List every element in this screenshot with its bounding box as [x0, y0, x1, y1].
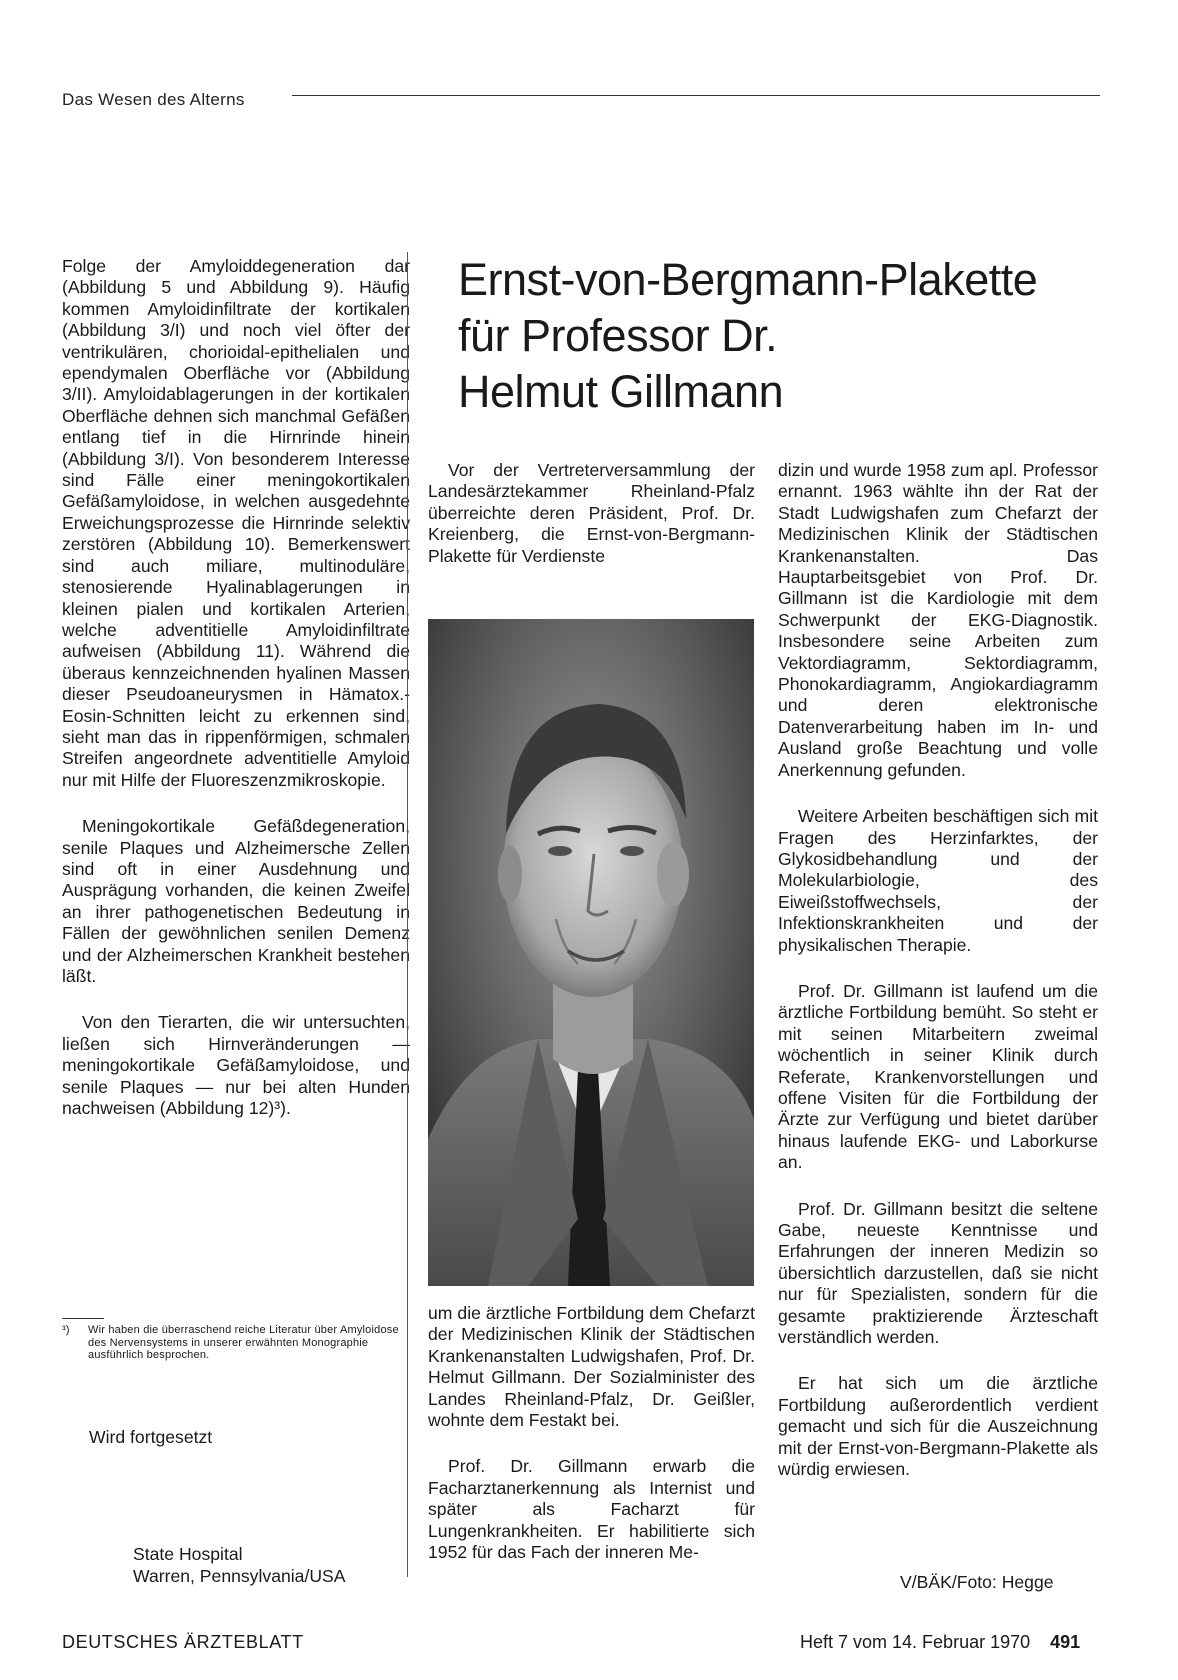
portrait-photo — [428, 619, 754, 1286]
footnote-mark: ³) — [62, 1324, 70, 1336]
right-paragraph-3: Prof. Dr. Gillmann ist laufend um die ärztliche Fortbildung bemüht. So steht er mit seinen Mitarbeitern zweimal wöchentlich in seiner Klinik durch Referate, Krankenvorstellungen und offene Visiten für die Fortbildung der Ärzte zur Verfügung und bietet darüber hinaus laufende EKG- und Laborkurse an. — [778, 980, 1098, 1173]
footnote — [62, 1324, 410, 1362]
right-column — [778, 460, 1098, 1505]
footnote-text: Wir haben die überraschend reiche Literatur über Amyloidose des Nervensystems in unserer erwähnten Monographie ausführlich besprochen. — [88, 1324, 399, 1361]
right-paragraph-2: Weitere Arbeiten beschäftigen sich mit Fragen des Herzinfarktes, der Glykosidbehandlung und der Molekularbiologie, des Eiweißstoffwechsels, der Infektionskrankheiten und der physikalischen Therapie. — [778, 806, 1098, 955]
photo-credit: V/BÄK/Foto: Hegge — [900, 1572, 1054, 1592]
continued-note: Wird fortgesetzt — [89, 1427, 213, 1447]
headline-line-2: für Professor Dr. — [458, 310, 778, 361]
middle-paragraph-1: um die ärztliche Fortbildung dem Chefarzt der Medizinischen Klinik der Städtischen Krankenanstalten Ludwigshafen, Prof. Dr. Helmut Gillmann. Der Sozialminister des Landes Rheinland-Pfalz, Dr. Geißler, wohnte dem Festakt bei. — [428, 1303, 755, 1431]
header-rule — [292, 95, 1100, 96]
article-headline — [458, 252, 1098, 420]
running-header: Das Wesen des Alterns — [62, 90, 245, 109]
left-paragraph-1: Folge der Amyloiddegeneration dar (Abbildung 5 und Abbildung 9). Häufig kommen Amyloidinfiltrate der kortikalen (Abbildung 3/I) und noch viel öfter der ventrikulären, chorioidal-epithelialen und ependymalen Oberfläche vor (Abbildung 3/II). Amyloidablagerungen in der kortikalen Oberfläche dehnen sich manchmal Gefäßen entlang tief in die Hirnrinde hinein (Abbildung 3/I). Von besonderem Interesse sind Fälle einer meningokortikalen Gefäßamyloidose, in welchen ausgedehnte Erweichungsprozesse die Hirnrinde selektiv zerstören (Abbildung 10). Bemerkenswert sind auch miliare, multinoduläre, stenosierende Hyalinablagerungen in kleinen pialen und kortikalen Arterien, welche adventitielle Amyloidinfiltrate aufweisen (Abbildung 11). Während die überaus kennzeichnenden hyalinen Massen dieser Pseudoaneurysmen in Hämatox.-Eosin-Schnitten leicht zu erkennen sind, sieht man das in rippenförmigen, schmalen Streifen angeordnete adventitielle Amyloid nur mit Hilfe der Fluoreszenzmikroskopie. — [62, 256, 410, 790]
right-paragraph-1: dizin und wurde 1958 zum apl. Professor ernannt. 1963 wählte ihn der Rat der Stadt Ludwigshafen zum Chefarzt der Medizinischen Klinik der Städtischen Krankenanstalten. Das Hauptarbeitsgebiet von Prof. Dr. Gillmann ist die Kardiologie mit dem Schwerpunkt der EKG-Diagnostik. Insbesondere seine Arbeiten zum Vektordiagramm, Sektordiagramm, Phonokardiagramm, Angiokardiagramm und deren elektronische Datenverarbeitung haben im In- und Ausland große Beachtung und volle Anerkennung gefunden. — [778, 460, 1098, 780]
left-paragraph-3: Von den Tierarten, die wir untersuchten, ließen sich Hirnveränderungen — meningokortikale Gefäßamyloidose, und senile Plaques — nur bei alten Hunden nachweisen (Abbildung 12)³). — [62, 1012, 410, 1119]
journal-name: DEUTSCHES ÄRZTEBLATT — [62, 1632, 304, 1652]
middle-intro-paragraph: Vor der Vertreterversammlung der Landesärztekammer Rheinland-Pfalz überreichte deren Präsident, Prof. Dr. Kreienberg, die Ernst-von-Bergmann-Plakette für Verdienste — [428, 460, 755, 566]
middle-column-top — [428, 460, 755, 592]
page-number: 491 — [1050, 1632, 1081, 1652]
issue-date: Heft 7 vom 14. Februar 1970 — [800, 1632, 1031, 1652]
right-paragraph-5: Er hat sich um die ärztliche Fortbildung außerordentlich verdient gemacht und sich für die Auszeichnung mit der Ernst-von-Bergmann-Plakette als würdig erwiesen. — [778, 1373, 1098, 1480]
middle-paragraph-2: Prof. Dr. Gillmann erwarb die Facharztanerkennung als Internist und später als Facharzt für Lungenkrankheiten. Er habilitierte sich 1952 für das Fach der inneren Me- — [428, 1456, 755, 1563]
affiliation-line-1: State Hospital — [133, 1544, 243, 1564]
author-affiliation — [133, 1543, 346, 1587]
affiliation-line-2: Warren, Pennsylvania/USA — [133, 1566, 346, 1586]
headline-line-1: Ernst-von-Bergmann-Plakette — [458, 254, 1038, 305]
left-column — [62, 256, 410, 1144]
left-paragraph-2: Meningokortikale Gefäßdegeneration, senile Plaques und Alzheimersche Zellen sind oft in einer Ausdehnung und Ausprägung vorhanden, die keinen Zweifel an ihrer pathogenetischen Bedeutung in Fällen der gewöhnlichen senilen Demenz und der Alzheimerschen Krankheit bestehen läßt. — [62, 816, 410, 986]
column-divider — [407, 252, 408, 1577]
footnote-rule — [62, 1318, 104, 1319]
right-paragraph-4: Prof. Dr. Gillmann besitzt die seltene Gabe, neueste Kenntnisse und Erfahrungen der inneren Medizin so übersichtlich darzustellen, daß sie nicht nur für Spezialisten, sondern für die gesamte praktizierende Ärzteschaft verständlich werden. — [778, 1198, 1098, 1348]
middle-column-bottom — [428, 1303, 755, 1588]
issue-info — [800, 1632, 1080, 1653]
headline-line-3: Helmut Gillmann — [458, 366, 784, 417]
